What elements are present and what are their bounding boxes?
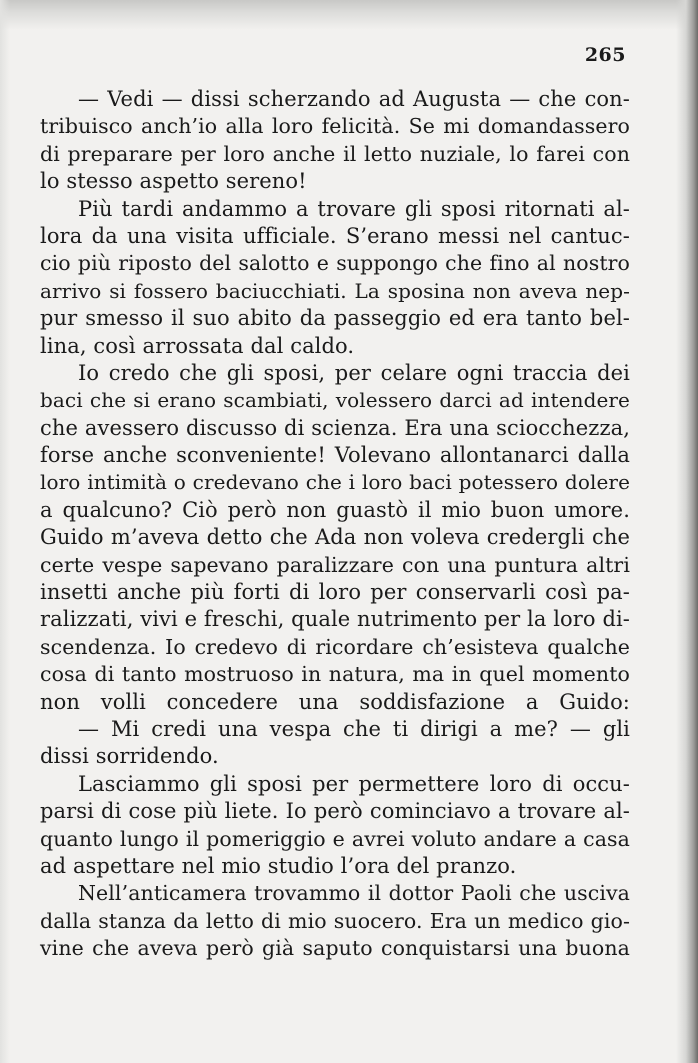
text-line: che avessero discusso di scienza. Era una sciocchezza, — [40, 415, 630, 440]
body-text — [40, 86, 630, 963]
text-line: Nell’anticamera trovammo il dottor Paoli che usciva — [78, 881, 630, 906]
text-line: vine che aveva però già saputo conquistarsi una buona — [40, 936, 630, 961]
page-gutter-shadow — [676, 0, 698, 1063]
text-line: Io credo che gli sposi, per celare ogni traccia dei — [78, 360, 630, 385]
text-line: lora da una visita ufficiale. S’erano messi nel cantuc- — [40, 223, 630, 248]
text-line: cio più riposto del salotto e suppongo che fino al nostro — [40, 251, 630, 276]
text-line: insetti anche più forti di loro per conservarli così pa- — [40, 580, 630, 605]
text-line: — Mi credi una vespa che ti dirigi a me? — gli — [78, 716, 630, 741]
text-line: forse anche sconveniente! Volevano allontanarci dalla — [40, 443, 630, 468]
text-line: Guido m’aveva detto che Ada non voleva credergli che — [40, 525, 630, 550]
text-line: arrivo si fossero baciucchiati. La sposina non aveva nep- — [40, 278, 630, 303]
text-line: dissi sorridendo. — [40, 744, 219, 769]
text-line: Più tardi andammo a trovare gli sposi ritornati al- — [78, 196, 630, 221]
text-line: non volli concedere una soddisfazione a Guido: — [40, 689, 630, 714]
text-line: di preparare per loro anche il letto nuziale, lo farei con — [40, 141, 630, 166]
text-line: Lasciammo gli sposi per permettere loro di occu- — [78, 771, 630, 796]
text-line: quanto lungo il pomeriggio e avrei voluto andare a casa — [40, 826, 630, 851]
text-line: certe vespe sapevano paralizzare con una puntura altri — [40, 552, 630, 577]
text-line: dalla stanza da letto di mio suocero. Era un medico gio- — [40, 908, 630, 933]
text-line: ad aspettare nel mio studio l’ora del pranzo. — [40, 853, 517, 878]
text-line: parsi di cose più liete. Io però cominciavo a trovare al- — [40, 799, 630, 824]
text-line: baci che si erano scambiati, volessero darci ad intendere — [40, 388, 630, 413]
text-line: cosa di tanto mostruoso in natura, ma in quel momento — [40, 662, 630, 687]
text-line: scendenza. Io credevo di ricordare ch’esisteva qualche — [40, 634, 630, 659]
page-number: 265 — [584, 44, 626, 66]
text-line: pur smesso il suo abito da passeggio ed era tanto bel- — [40, 306, 630, 331]
text-line: — Vedi — dissi scherzando ad Augusta — che con- — [78, 87, 630, 111]
text-line: lo stesso aspetto sereno! — [40, 169, 307, 194]
text-line: ralizzati, vivi e freschi, quale nutrimento per la loro di- — [40, 607, 630, 632]
page-left-shadow — [0, 0, 10, 1063]
text-line: tribuisco anch’io alla loro felicità. Se mi domandassero — [40, 114, 630, 139]
page-top-shadow — [0, 0, 698, 30]
text-line: loro intimità o credevano che i loro baci potessero dolere — [40, 470, 630, 495]
text-line: a qualcuno? Ciò però non guastò il mio buon umore. — [40, 497, 630, 522]
text-line: lina, così arrossata dal caldo. — [40, 333, 355, 358]
